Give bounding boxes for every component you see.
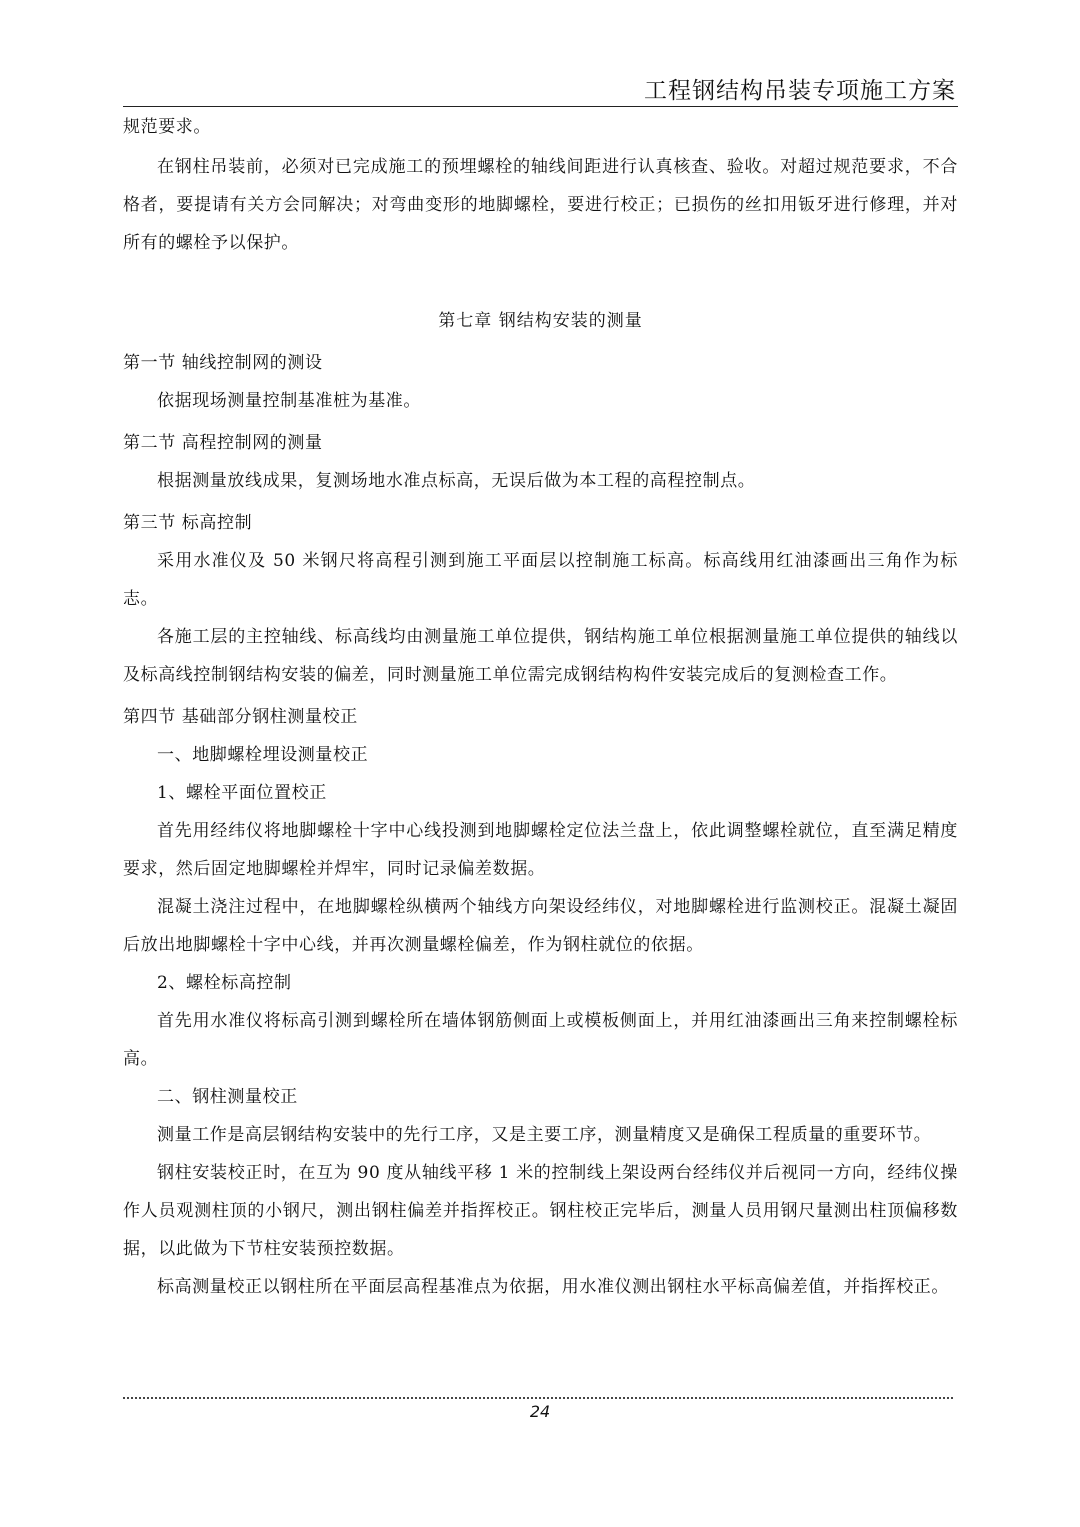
header-title: 工程钢结构吊装专项施工方案 — [644, 78, 956, 104]
paragraph: 测量工作是高层钢结构安装中的先行工序，又是主要工序，测量精度又是确保工程质量的重要环节。 — [157, 1125, 932, 1145]
paragraph: 钢柱安装校正时，在互为 90 度从轴线平移 1 米的控制线上架设两台经纬仪并后视同一方向，经纬仪操作人员观测柱顶的小钢尺，测出钢柱偏差并指挥校正。钢柱校正完毕后，测量人员用钢尺量测出柱顶偏移数据，以此做为下节柱安装预控数据。 — [123, 1163, 958, 1259]
paragraph: 规范要求。 — [123, 117, 211, 137]
subheading: 一、地脚螺栓埋设测量校正 — [157, 745, 369, 765]
paragraph: 依据现场测量控制基准桩为基准。 — [157, 391, 421, 411]
body-content — [123, 108, 958, 1306]
paragraph: 各施工层的主控轴线、标高线均由测量施工单位提供，钢结构施工单位根据测量施工单位提供的轴线以及标高线控制钢结构安装的偏差，同时测量施工单位需完成钢结构构件安装完成后的复测检查工作。 — [123, 627, 958, 685]
paragraph: 在钢柱吊装前，必须对已完成施工的预埋螺栓的轴线间距进行认真核查、验收。对超过规范要求，不合格者，要提请有关方会同解决；对弯曲变形的地脚螺栓，要进行校正；已损伤的丝扣用钣牙进行修理，并对所有的螺栓予以保护。 — [123, 157, 958, 253]
footer-dotted-rule — [123, 1397, 953, 1399]
section-heading: 第一节 轴线控制网的测设 — [123, 353, 323, 373]
subheading: 1、螺栓平面位置校正 — [157, 783, 327, 803]
subheading: 二、钢柱测量校正 — [157, 1087, 298, 1107]
paragraph: 采用水准仪及 50 米钢尺将高程引测到施工平面层以控制施工标高。标高线用红油漆画出三角作为标志。 — [123, 551, 958, 609]
paragraph: 标高测量校正以钢柱所在平面层高程基准点为依据，用水准仪测出钢柱水平标高偏差值，并指挥校正。 — [157, 1277, 949, 1297]
section-heading: 第二节 高程控制网的测量 — [123, 433, 323, 453]
paragraph: 根据测量放线成果，复测场地水准点标高，无误后做为本工程的高程控制点。 — [157, 471, 756, 491]
chapter-title: 第七章 钢结构安装的测量 — [438, 311, 643, 331]
header-rule — [123, 106, 958, 107]
page-number: 24 — [529, 1402, 551, 1421]
paragraph: 首先用经纬仪将地脚螺栓十字中心线投测到地脚螺栓定位法兰盘上，依此调整螺栓就位，直至满足精度要求，然后固定地脚螺栓并焊牢，同时记录偏差数据。 — [123, 821, 958, 879]
paragraph: 首先用水准仪将标高引测到螺栓所在墙体钢筋侧面上或模板侧面上，并用红油漆画出三角来控制螺栓标高。 — [123, 1011, 958, 1069]
section-heading: 第四节 基础部分钢柱测量校正 — [123, 707, 358, 727]
subheading: 2、螺栓标高控制 — [157, 973, 292, 993]
section-heading: 第三节 标高控制 — [123, 513, 253, 533]
paragraph: 混凝土浇注过程中，在地脚螺栓纵横两个轴线方向架设经纬仪，对地脚螺栓进行监测校正。混凝土凝固后放出地脚螺栓十字中心线，并再次测量螺栓偏差，作为钢柱就位的依据。 — [123, 897, 958, 955]
